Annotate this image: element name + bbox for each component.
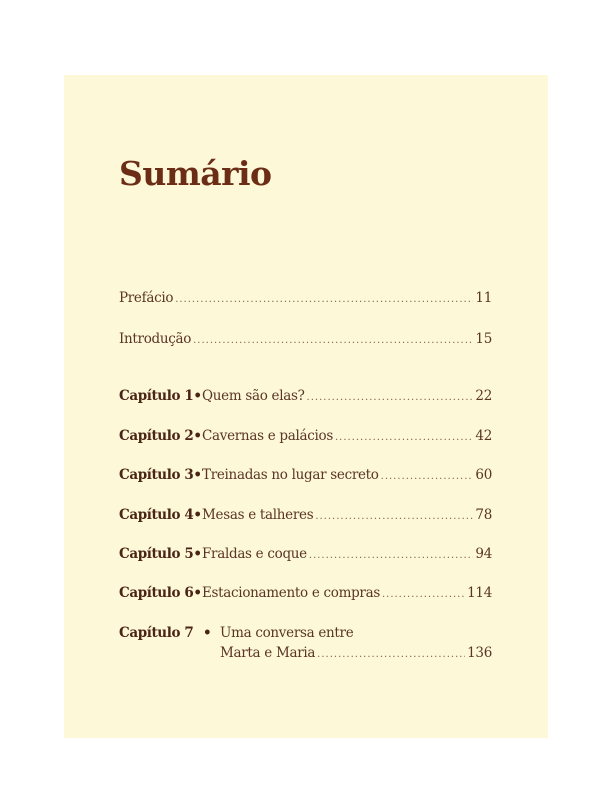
toc-entry-chapter-1[interactable] <box>119 386 492 408</box>
toc-entry-chapter-5[interactable] <box>119 544 492 566</box>
chapter-title: Cavernas e palácios <box>201 428 333 444</box>
bullet-separator: • <box>193 585 202 601</box>
dot-leader <box>309 546 474 566</box>
chapter-title: Quem são elas? <box>201 388 305 404</box>
toc-entry-chapter-4[interactable] <box>119 505 492 527</box>
page-number: 114 <box>467 585 492 601</box>
chapter-title: Estacionamento e compras <box>201 585 380 601</box>
dot-leader <box>307 388 474 408</box>
bullet-separator: • <box>193 428 202 444</box>
page-number: 78 <box>475 507 492 523</box>
book-page <box>64 75 548 738</box>
page-number: 42 <box>475 428 492 444</box>
chapter-label: Capítulo 3 <box>119 467 194 483</box>
page-number: 60 <box>475 467 492 483</box>
chapter-label: Capítulo 5 <box>119 546 194 562</box>
toc-entry-prefacio[interactable] <box>119 288 492 310</box>
chapter-title-line-1: Uma conversa entre <box>220 625 354 641</box>
dot-leader <box>317 645 465 665</box>
chapter-label: Capítulo 4 <box>119 507 194 523</box>
entry-title: Introdução <box>119 331 192 347</box>
toc-entry-chapter-7[interactable] <box>119 623 492 665</box>
page-number: 22 <box>475 388 492 404</box>
bullet-separator: • <box>193 546 202 562</box>
page-number: 94 <box>475 546 492 562</box>
dot-leader <box>382 585 465 605</box>
toc-entry-chapter-3[interactable] <box>119 465 492 487</box>
dot-leader <box>193 331 473 351</box>
chapter-title-line-2: Marta e Maria <box>220 645 316 661</box>
bullet-separator: • <box>193 507 202 523</box>
bullet-separator: • <box>203 625 212 641</box>
entry-title: Prefácio <box>119 290 174 306</box>
chapter-label: Capítulo 2 <box>119 428 194 444</box>
chapter-label: Capítulo 7 <box>119 625 194 641</box>
dot-leader <box>315 507 473 527</box>
page-number: 15 <box>475 331 492 347</box>
page-number: 11 <box>475 290 492 306</box>
chapter-label: Capítulo 1 <box>119 388 194 404</box>
bullet-separator: • <box>193 388 202 404</box>
chapter-title: Mesas e talheres <box>201 507 314 523</box>
chapter-title: Fraldas e coque <box>201 546 307 562</box>
chapter-title: Treinadas no lugar secreto <box>201 467 379 483</box>
bullet-separator: • <box>193 467 202 483</box>
page-title: Sumário <box>119 154 272 193</box>
toc-entry-chapter-6[interactable] <box>119 583 492 605</box>
page-number: 136 <box>467 645 492 661</box>
toc-entry-chapter-2[interactable] <box>119 426 492 448</box>
dot-leader <box>175 290 473 310</box>
toc-entry-introducao[interactable] <box>119 329 492 351</box>
chapter-label: Capítulo 6 <box>119 585 194 601</box>
dot-leader <box>335 428 473 448</box>
dot-leader <box>381 467 474 487</box>
